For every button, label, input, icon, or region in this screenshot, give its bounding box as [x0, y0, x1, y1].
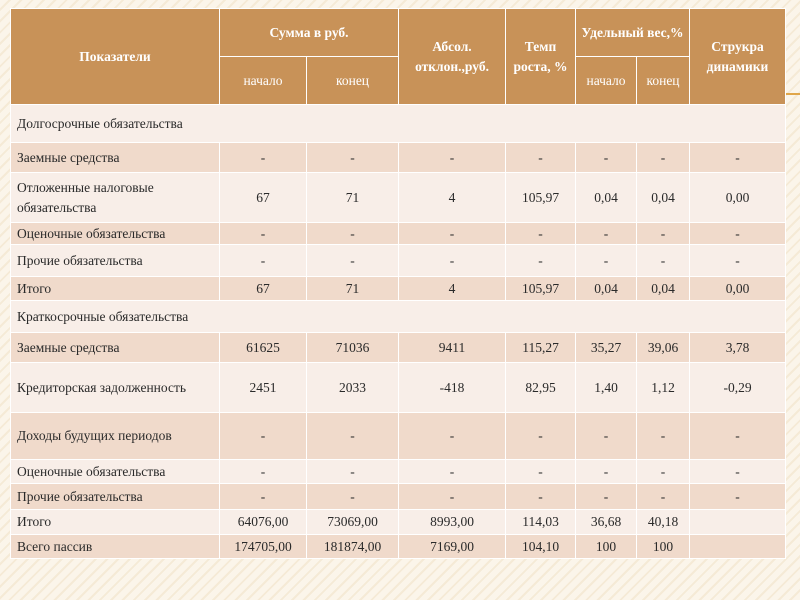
- cell-end: 73069,00: [307, 510, 399, 535]
- cell-begin: -: [220, 223, 307, 245]
- cell-share-begin: 0,04: [576, 277, 637, 301]
- cell-structure: -: [690, 143, 786, 173]
- cell-growth: 105,97: [506, 173, 576, 223]
- cell-begin: -: [220, 245, 307, 277]
- cell-abs: 4: [399, 173, 506, 223]
- cell-structure: 0,00: [690, 173, 786, 223]
- cell-share-end: 40,18: [637, 510, 690, 535]
- cell-structure: [690, 510, 786, 535]
- cell-begin: 67: [220, 173, 307, 223]
- cell-structure: -0,29: [690, 363, 786, 413]
- cell-growth: -: [506, 413, 576, 460]
- accent-line: [785, 93, 800, 95]
- cell-end: -: [307, 484, 399, 510]
- cell-growth: 105,97: [506, 277, 576, 301]
- cell-begin: 61625: [220, 333, 307, 363]
- cell-abs: -: [399, 484, 506, 510]
- table-row: [11, 413, 786, 460]
- table-row: [11, 277, 786, 301]
- cell-share-end: -: [637, 245, 690, 277]
- table-row: [11, 223, 786, 245]
- cell-growth: -: [506, 143, 576, 173]
- cell-structure: 3,78: [690, 333, 786, 363]
- header-structure-dynamics: Струкра динамики: [690, 9, 786, 105]
- cell-share-begin: -: [576, 245, 637, 277]
- row-label: Оценочные обязательства: [11, 460, 220, 484]
- table-row: [11, 245, 786, 277]
- cell-begin: -: [220, 460, 307, 484]
- cell-share-begin: 0,04: [576, 173, 637, 223]
- section-long-term: Долгосрочные обязательства: [11, 105, 786, 143]
- cell-end: -: [307, 460, 399, 484]
- cell-share-begin: -: [576, 143, 637, 173]
- cell-growth: -: [506, 223, 576, 245]
- cell-growth: -: [506, 484, 576, 510]
- cell-begin: 2451: [220, 363, 307, 413]
- cell-begin: -: [220, 484, 307, 510]
- header-sum-end: конец: [307, 57, 399, 105]
- cell-share-end: -: [637, 413, 690, 460]
- header-row: [11, 9, 786, 57]
- table-row: [11, 173, 786, 223]
- table-row: [11, 143, 786, 173]
- row-label: Отложенные налоговые обязательства: [11, 173, 220, 223]
- cell-growth: 115,27: [506, 333, 576, 363]
- cell-end: -: [307, 413, 399, 460]
- header-growth-rate: Темп роста, %: [506, 9, 576, 105]
- cell-share-begin: 1,40: [576, 363, 637, 413]
- row-label: Доходы будущих периодов: [11, 413, 220, 460]
- cell-share-begin: 100: [576, 535, 637, 559]
- table-row: [11, 484, 786, 510]
- row-label: Всего пассив: [11, 535, 220, 559]
- table-row: [11, 460, 786, 484]
- cell-end: 71: [307, 277, 399, 301]
- cell-structure: [690, 535, 786, 559]
- cell-share-begin: -: [576, 223, 637, 245]
- cell-abs: -: [399, 460, 506, 484]
- table-row: [11, 535, 786, 559]
- row-label: Заемные средства: [11, 333, 220, 363]
- liabilities-table: [10, 8, 786, 559]
- cell-abs: -: [399, 413, 506, 460]
- cell-end: 2033: [307, 363, 399, 413]
- cell-share-end: 100: [637, 535, 690, 559]
- cell-structure: 0,00: [690, 277, 786, 301]
- cell-share-end: -: [637, 460, 690, 484]
- header-share-end: конец: [637, 57, 690, 105]
- cell-share-begin: 36,68: [576, 510, 637, 535]
- cell-share-end: 0,04: [637, 277, 690, 301]
- table-row: [11, 363, 786, 413]
- cell-share-end: 1,12: [637, 363, 690, 413]
- cell-begin: -: [220, 143, 307, 173]
- cell-abs: -: [399, 245, 506, 277]
- cell-share-begin: -: [576, 413, 637, 460]
- section-row: [11, 105, 786, 143]
- section-short-term: Краткосрочные обязательства: [11, 301, 786, 333]
- row-label: Заемные средства: [11, 143, 220, 173]
- cell-structure: -: [690, 413, 786, 460]
- row-label: Кредиторская задолженность: [11, 363, 220, 413]
- section-row: [11, 301, 786, 333]
- table-row: [11, 333, 786, 363]
- cell-abs: -: [399, 223, 506, 245]
- cell-end: 71036: [307, 333, 399, 363]
- row-label: Итого: [11, 510, 220, 535]
- cell-growth: 82,95: [506, 363, 576, 413]
- cell-share-end: 0,04: [637, 173, 690, 223]
- cell-share-end: -: [637, 223, 690, 245]
- cell-abs: 4: [399, 277, 506, 301]
- row-label: Итого: [11, 277, 220, 301]
- cell-share-end: 39,06: [637, 333, 690, 363]
- cell-share-end: -: [637, 484, 690, 510]
- cell-begin: -: [220, 413, 307, 460]
- cell-structure: -: [690, 460, 786, 484]
- cell-end: -: [307, 143, 399, 173]
- cell-end: -: [307, 223, 399, 245]
- cell-abs: 8993,00: [399, 510, 506, 535]
- cell-structure: -: [690, 223, 786, 245]
- row-label: Оценочные обязательства: [11, 223, 220, 245]
- cell-abs: -: [399, 143, 506, 173]
- header-share: Удельный вес,%: [576, 9, 690, 57]
- cell-abs: -418: [399, 363, 506, 413]
- cell-end: 71: [307, 173, 399, 223]
- cell-begin: 67: [220, 277, 307, 301]
- cell-abs: 7169,00: [399, 535, 506, 559]
- cell-begin: 174705,00: [220, 535, 307, 559]
- cell-structure: -: [690, 245, 786, 277]
- cell-structure: -: [690, 484, 786, 510]
- header-sum-begin: начало: [220, 57, 307, 105]
- cell-abs: 9411: [399, 333, 506, 363]
- cell-growth: -: [506, 460, 576, 484]
- table-row: [11, 510, 786, 535]
- cell-end: -: [307, 245, 399, 277]
- cell-growth: 114,03: [506, 510, 576, 535]
- cell-begin: 64076,00: [220, 510, 307, 535]
- header-abs-deviation: Абсол. отклон.,руб.: [399, 9, 506, 105]
- cell-share-begin: 35,27: [576, 333, 637, 363]
- cell-share-begin: -: [576, 484, 637, 510]
- cell-growth: -: [506, 245, 576, 277]
- header-indicators: Показатели: [11, 9, 220, 105]
- cell-end: 181874,00: [307, 535, 399, 559]
- row-label: Прочие обязательства: [11, 245, 220, 277]
- cell-share-begin: -: [576, 460, 637, 484]
- header-share-begin: начало: [576, 57, 637, 105]
- header-sum: Сумма в руб.: [220, 9, 399, 57]
- cell-growth: 104,10: [506, 535, 576, 559]
- row-label: Прочие обязательства: [11, 484, 220, 510]
- cell-share-end: -: [637, 143, 690, 173]
